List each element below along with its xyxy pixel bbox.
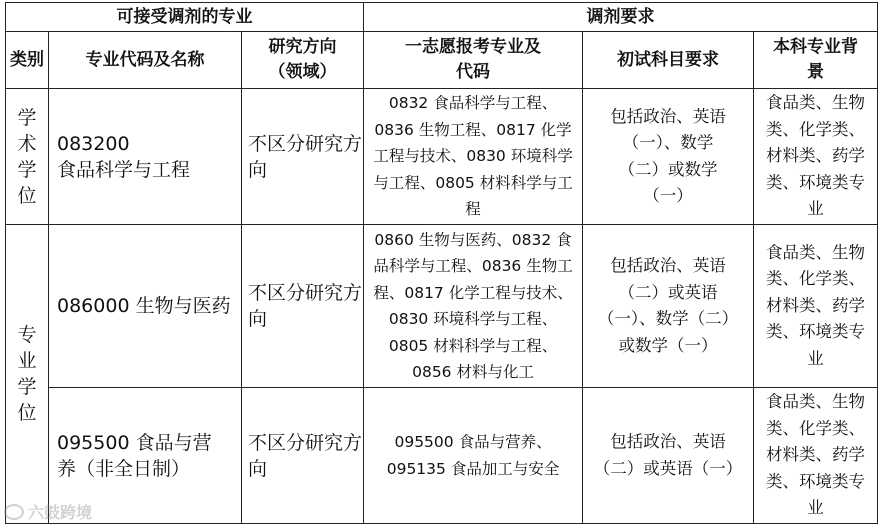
- header-research-direction: 研究方向（领域）: [242, 32, 364, 89]
- header-exam-subjects: 初试科目要求: [583, 32, 754, 89]
- header-adjustment-requirements: 调剂要求: [364, 3, 878, 32]
- header-acceptable-majors: 可接受调剂的专业: [6, 3, 364, 32]
- background-cell: 食品类、生物类、化学类、材料类、药学类、环境类专业: [754, 225, 878, 388]
- header-first-choice: 一志愿报考专业及代码: [364, 32, 583, 89]
- brand-logo-icon: [4, 504, 24, 520]
- table-row: [6, 225, 878, 388]
- first-choice-cell: 0832 食品科学与工程、0836 生物工程、0817 化学工程与技术、0830 环境科学与工程、0805 材料科学与工程: [364, 89, 583, 225]
- header-group-row: [6, 3, 878, 32]
- first-choice-cell: 095500 食品与营养、095135 食品加工与安全: [364, 388, 583, 524]
- direction-cell: 不区分研究方向: [242, 388, 364, 524]
- adjustment-table: [5, 2, 878, 524]
- header-major-code-name: 专业代码及名称: [49, 32, 242, 89]
- table-row: [6, 388, 878, 524]
- watermark-text: 六鼓跨境: [28, 503, 93, 522]
- exam-subjects-cell: 包括政治、英语（一）、数学（二）或数学（一）: [583, 89, 754, 225]
- category-cell: 专业学位: [6, 225, 49, 524]
- header-undergrad-background: 本科专业背景: [754, 32, 878, 89]
- major-cell: 095500 食品与营养（非全日制）: [49, 388, 242, 524]
- first-choice-cell: 0860 生物与医药、0832 食品科学与工程、0836 生物工程、0817 化学工程与技术、0830 环境科学与工程、0805 材料科学与工程、0856 材料与化工: [364, 225, 583, 388]
- header-category: 类别: [6, 32, 49, 89]
- watermark: [4, 500, 92, 523]
- table-row: [6, 89, 878, 225]
- exam-subjects-cell: 包括政治、英语（二）或英语（一）、数学（二）或数学（一）: [583, 225, 754, 388]
- background-cell: 食品类、生物类、化学类、材料类、药学类、环境类专业: [754, 388, 878, 524]
- major-cell: 083200 食品科学与工程: [49, 89, 242, 225]
- direction-cell: 不区分研究方向: [242, 225, 364, 388]
- header-column-row: [6, 32, 878, 89]
- direction-cell: 不区分研究方向: [242, 89, 364, 225]
- background-cell: 食品类、生物类、化学类、材料类、药学类、环境类专业: [754, 89, 878, 225]
- major-cell: 086000 生物与医药: [49, 225, 242, 388]
- exam-subjects-cell: 包括政治、英语（二）或英语（一）: [583, 388, 754, 524]
- category-cell: 学术学位: [6, 89, 49, 225]
